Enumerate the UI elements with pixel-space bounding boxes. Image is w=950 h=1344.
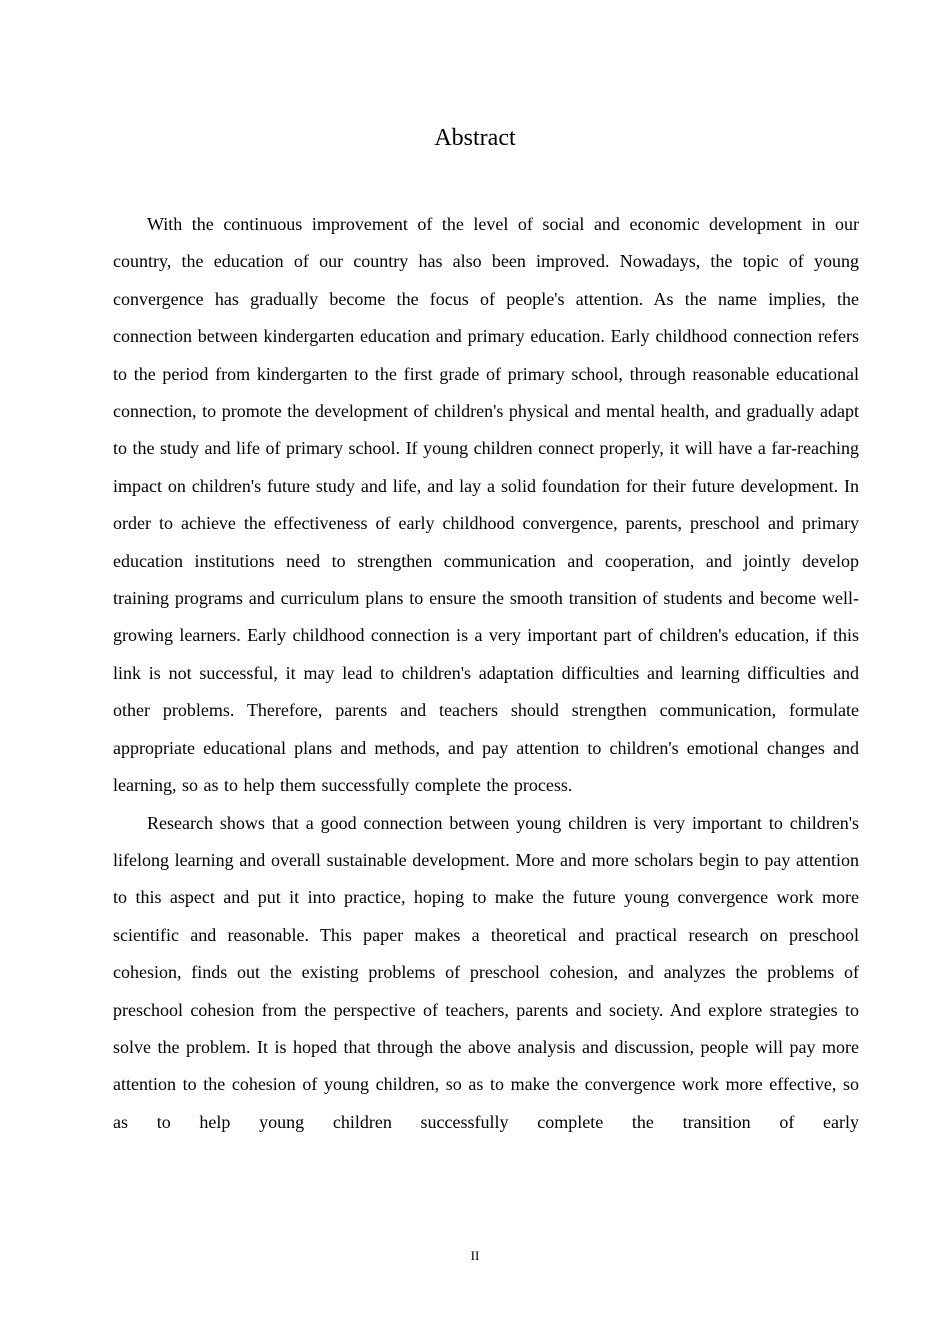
abstract-body: [113, 206, 859, 1141]
abstract-paragraph-1: With the continuous improvement of the level of social and economic development in our country, the education of our country has also been improved. Nowadays, the topic of young convergence has gradually become the focus of people's attention. As the name implies, the connection between kindergarten education and primary education. Early childhood connection refers to the period from kindergarten to the first grade of primary school, through reasonable educational connection, to promote the development of children's physical and mental health, and gradually adapt to the study and life of primary school. If young children connect properly, it will have a far-reaching impact on children's future study and life, and lay a solid foundation for their future development. In order to achieve the effectiveness of early childhood convergence, parents, preschool and primary education institutions need to strengthen communication and cooperation, and jointly develop training programs and curriculum plans to ensure the smooth transition of students and become well-growing learners. Early childhood connection is a very important part of children's education, if this link is not successful, it may lead to children's adaptation difficulties and learning difficulties and other problems. Therefore, parents and teachers should strengthen communication, formulate appropriate educational plans and methods, and pay attention to children's emotional changes and learning, so as to help them successfully complete the process.: [113, 214, 859, 796]
page-number: II: [470, 1248, 480, 1263]
abstract-paragraph-2: Research shows that a good connection between young children is very important to children's lifelong learning and overall sustainable development. More and more scholars begin to pay attention to this aspect and put it into practice, hoping to make the future young convergence work more scientific and reasonable. This paper makes a theoretical and practical research on preschool cohesion, finds out the existing problems of preschool cohesion, and analyzes the problems of preschool cohesion from the perspective of teachers, parents and society. And explore strategies to solve the problem. It is hoped that through the above analysis and discussion, people will pay more attention to the cohesion of young children, so as to make the convergence work more effective, so as to help young children successfully complete the transition of early: [113, 812, 859, 1132]
page-title: Abstract: [434, 125, 516, 151]
